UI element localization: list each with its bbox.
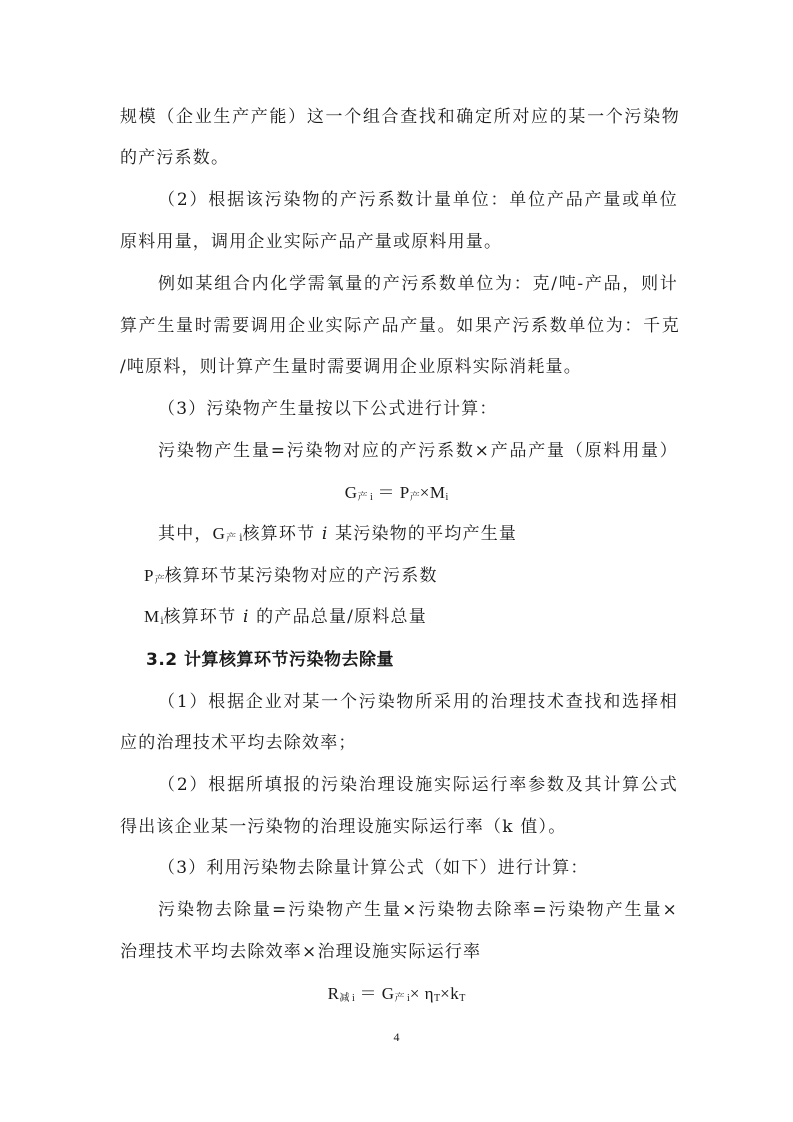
paragraph-line: 得出该企业某一污染物的治理设施实际运行率（k 值）。 (120, 817, 567, 837)
formula-subscript: 产 (409, 492, 420, 503)
paragraph-line: 污染物去除量=污染物产生量×污染物去除率=污染物产生量× (158, 900, 678, 920)
formula-operator: × (409, 984, 420, 1003)
paragraph-line: （2）根据所填报的污染治理设施实际运行率参数及其计算公式 (158, 775, 678, 795)
definition-text: 的产品总量/原料总量 (249, 607, 427, 627)
section-heading: 3.2 计算核算环节污染物去除量 (146, 650, 395, 670)
formula-subscript: 产 i (357, 492, 373, 503)
paragraph-line: 治理技术平均去除效率×治理设施实际运行率 (120, 942, 482, 962)
definition-line (144, 605, 704, 634)
paragraph-line: （3）污染物产生量按以下公式进行计算： (158, 399, 498, 419)
formula-removal (0, 982, 793, 1011)
definition-subscript: 产 i (226, 533, 243, 544)
paragraph-line: （1）根据企业对某一个污染物所采用的治理技术查找和选择相 (158, 692, 678, 712)
formula-operator: × (440, 984, 451, 1003)
definition-subscript: i (160, 616, 164, 627)
definition-symbol: M (144, 607, 161, 626)
definition-symbol: P (144, 566, 155, 585)
paragraph-line: （3）利用污染物去除量计算公式（如下）进行计算： (158, 858, 589, 878)
definition-subscript: 产 (154, 575, 165, 586)
definition-symbol: G (212, 524, 227, 543)
formula-symbol: G (344, 483, 358, 502)
paragraph-line: /吨原料，则计算产生量时需要调用企业原料实际消耗量。 (120, 357, 582, 377)
formula-symbol: k (450, 984, 460, 1003)
formula-symbol: P (399, 483, 410, 502)
formula-symbol: M (429, 483, 446, 502)
definition-prefix: 其中， (158, 524, 213, 544)
formula-subscript: 产 i (394, 993, 410, 1004)
definition-line (158, 522, 678, 551)
paragraph-line: 的产污系数。 (120, 148, 230, 168)
formula-subscript: T (434, 993, 441, 1004)
paragraph-line: 规模（企业生产产能）这一个组合查找和确定所对应的某一个污染物 (120, 107, 680, 127)
paragraph-line: 应的治理技术平均去除效率； (120, 733, 357, 753)
definition-variable: i (321, 524, 329, 544)
definition-text: 某污染物的平均产生量 (328, 524, 518, 544)
formula-production (0, 481, 793, 510)
formula-subscript: i (445, 492, 449, 503)
formula-operator: ＝ (359, 984, 377, 1003)
formula-operator: ＝ (377, 483, 396, 502)
definition-text: 核算环节 (163, 607, 243, 627)
formula-symbol: G (381, 984, 395, 1003)
formula-symbol: R (327, 984, 340, 1003)
formula-subscript: 减 i (339, 993, 355, 1004)
formula-symbol: η (424, 984, 435, 1003)
definition-variable: i (242, 607, 250, 627)
definition-text: 核算环节某污染物对应的产污系数 (164, 566, 438, 586)
paragraph-line: 污染物产生量=污染物对应的产污系数×产品产量（原料用量） (158, 441, 678, 461)
paragraph-line: 算产生量时需要调用企业实际产品产量。如果产污系数单位为：千克 (120, 316, 680, 336)
definition-line (144, 564, 704, 593)
page-number: 4 (393, 1030, 400, 1044)
paragraph-line: （2）根据该污染物的产污系数计量单位：单位产品产量或单位 (158, 190, 678, 210)
formula-operator: × (419, 483, 430, 502)
paragraph-line: 原料用量，调用企业实际产品产量或原料用量。 (120, 232, 503, 252)
definition-text: 核算环节 (242, 524, 322, 544)
paragraph-line: 例如某组合内化学需氧量的产污系数单位为：克/吨-产品，则计 (158, 274, 678, 294)
formula-subscript: T (459, 993, 466, 1004)
